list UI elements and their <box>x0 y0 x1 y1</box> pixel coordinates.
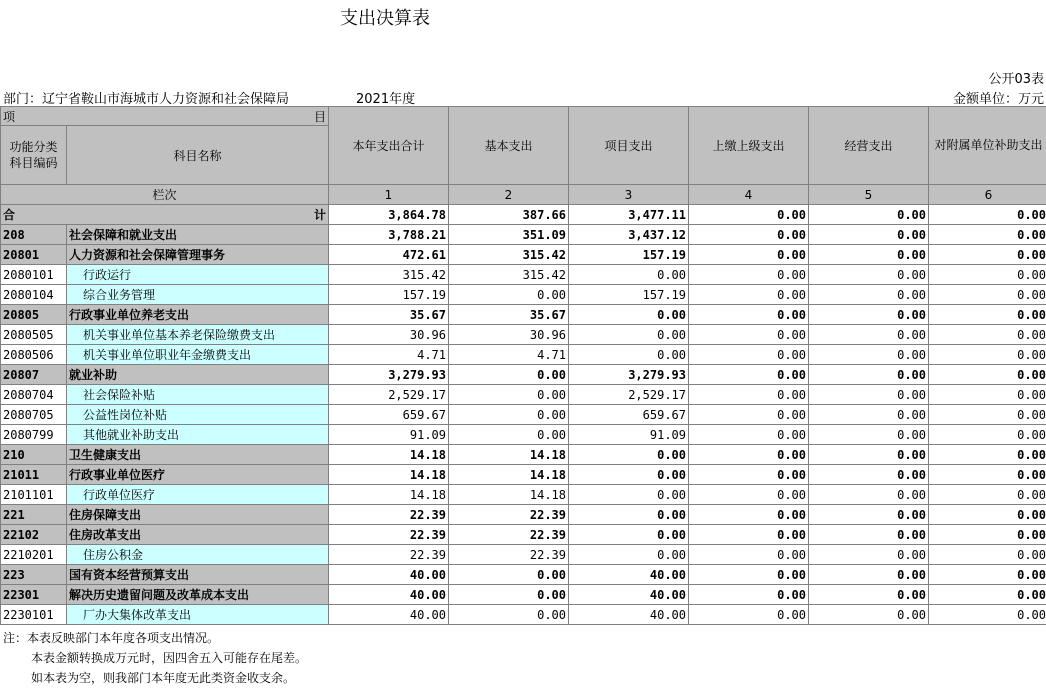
amount-cell[interactable]: 0.00 <box>809 265 929 285</box>
subject-name-cell[interactable]: 社会保险补贴 <box>67 385 329 405</box>
amount-cell[interactable]: 35.67 <box>449 305 569 325</box>
amount-cell[interactable]: 22.39 <box>329 505 449 525</box>
amount-cell[interactable]: 0.00 <box>929 605 1046 625</box>
amount-cell[interactable]: 40.00 <box>569 605 689 625</box>
amount-cell[interactable]: 0.00 <box>689 345 809 365</box>
amount-cell[interactable]: 0.00 <box>689 545 809 565</box>
amount-cell[interactable]: 0.00 <box>569 325 689 345</box>
amount-cell[interactable]: 22.39 <box>449 525 569 545</box>
subject-name-cell[interactable]: 机关事业单位职业年金缴费支出 <box>67 345 329 365</box>
amount-cell[interactable]: 0.00 <box>569 525 689 545</box>
amount-cell[interactable]: 3,788.21 <box>329 225 449 245</box>
subject-name-cell[interactable]: 住房改革支出 <box>67 525 329 545</box>
amount-cell[interactable]: 157.19 <box>569 285 689 305</box>
amount-cell[interactable]: 0.00 <box>449 425 569 445</box>
footnote: 本表金额转换成万元时，因四舍五入可能存在尾差。 <box>3 648 307 668</box>
amount-cell[interactable]: 315.42 <box>449 245 569 265</box>
amount-cell[interactable]: 0.00 <box>689 445 809 465</box>
col-header-2[interactable]: 基本支出 <box>449 107 569 185</box>
amount-cell[interactable]: 0.00 <box>569 345 689 365</box>
amount-cell[interactable]: 0.00 <box>809 465 929 485</box>
amount-cell[interactable]: 14.18 <box>329 465 449 485</box>
table-row <box>1 365 1046 385</box>
amount-cell[interactable]: 40.00 <box>329 585 449 605</box>
amount-cell[interactable]: 2,529.17 <box>329 385 449 405</box>
subject-name-cell[interactable]: 厂办大集体改革支出 <box>67 605 329 625</box>
table-row <box>1 505 1046 525</box>
amount-cell[interactable]: 0.00 <box>809 585 929 605</box>
subject-name-cell[interactable]: 解决历史遗留问题及改革成本支出 <box>67 585 329 605</box>
amount-cell[interactable]: 351.09 <box>449 225 569 245</box>
subject-name-cell[interactable]: 住房公积金 <box>67 545 329 565</box>
table-row <box>1 345 1046 365</box>
amount-cell[interactable]: 0.00 <box>689 325 809 345</box>
amount-cell[interactable]: 35.67 <box>329 305 449 325</box>
amount-cell[interactable]: 0.00 <box>569 305 689 325</box>
year-label: 2021年度 <box>356 88 415 107</box>
amount-cell[interactable]: 0.00 <box>929 505 1046 525</box>
amount-cell[interactable]: 0.00 <box>689 365 809 385</box>
subject-code-cell[interactable]: 208 <box>1 225 67 245</box>
amount-cell[interactable]: 22.39 <box>449 505 569 525</box>
amount-cell[interactable]: 0.00 <box>569 465 689 485</box>
amount-cell[interactable]: 0.00 <box>929 245 1046 265</box>
index-label[interactable]: 栏次 <box>1 185 329 205</box>
total-value[interactable]: 3,864.78 <box>329 205 449 225</box>
subject-name-cell[interactable]: 行政单位医疗 <box>67 485 329 505</box>
total-value[interactable]: 0.00 <box>929 205 1046 225</box>
subject-name-cell[interactable]: 人力资源和社会保障管理事务 <box>67 245 329 265</box>
col-header-5[interactable]: 经营支出 <box>809 107 929 185</box>
subject-code-cell[interactable]: 223 <box>1 565 67 585</box>
subject-name-cell[interactable]: 综合业务管理 <box>67 285 329 305</box>
index-5[interactable]: 5 <box>809 185 929 205</box>
table-row <box>1 565 1046 585</box>
table-row <box>1 545 1046 565</box>
amount-cell[interactable]: 0.00 <box>689 605 809 625</box>
subject-code-cell[interactable]: 2080705 <box>1 405 67 425</box>
amount-cell[interactable]: 3,279.93 <box>329 365 449 385</box>
table-row <box>1 585 1046 605</box>
amount-cell[interactable]: 0.00 <box>929 525 1046 545</box>
col-header-1[interactable]: 本年支出合计 <box>329 107 449 185</box>
amount-cell[interactable]: 0.00 <box>689 285 809 305</box>
amount-cell[interactable]: 0.00 <box>929 285 1046 305</box>
amount-cell[interactable]: 0.00 <box>689 505 809 525</box>
code-header[interactable]: 功能分类 科目编码 <box>1 126 67 185</box>
amount-cell[interactable]: 0.00 <box>809 325 929 345</box>
page-title: 支出决算表 <box>340 4 430 30</box>
amount-cell[interactable]: 4.71 <box>329 345 449 365</box>
subject-code-cell[interactable]: 2080704 <box>1 385 67 405</box>
amount-cell[interactable]: 0.00 <box>929 385 1046 405</box>
amount-cell[interactable]: 0.00 <box>689 565 809 585</box>
table-row <box>1 265 1046 285</box>
amount-cell[interactable]: 0.00 <box>449 585 569 605</box>
amount-cell[interactable]: 0.00 <box>809 505 929 525</box>
amount-cell[interactable]: 0.00 <box>809 565 929 585</box>
expenditure-table <box>0 106 1046 625</box>
subject-code-cell[interactable]: 221 <box>1 505 67 525</box>
item-header-cell[interactable] <box>1 107 329 126</box>
table-row <box>1 425 1046 445</box>
col-header-4[interactable]: 上缴上级支出 <box>689 107 809 185</box>
amount-cell[interactable]: 30.96 <box>329 325 449 345</box>
amount-cell[interactable]: 22.39 <box>329 525 449 545</box>
subject-name-cell[interactable]: 行政事业单位养老支出 <box>67 305 329 325</box>
amount-cell[interactable]: 315.42 <box>329 265 449 285</box>
amount-cell[interactable]: 0.00 <box>449 365 569 385</box>
subject-code-cell[interactable]: 2080505 <box>1 325 67 345</box>
amount-cell[interactable]: 0.00 <box>809 305 929 325</box>
table-row <box>1 245 1046 265</box>
amount-cell[interactable]: 0.00 <box>689 485 809 505</box>
amount-cell[interactable]: 0.00 <box>929 425 1046 445</box>
amount-cell[interactable]: 91.09 <box>569 425 689 445</box>
amount-cell[interactable]: 157.19 <box>569 245 689 265</box>
amount-cell[interactable]: 315.42 <box>449 265 569 285</box>
subject-code-cell[interactable]: 2080799 <box>1 425 67 445</box>
subject-code-cell[interactable]: 2101101 <box>1 485 67 505</box>
amount-cell[interactable]: 0.00 <box>929 325 1046 345</box>
amount-cell[interactable]: 2,529.17 <box>569 385 689 405</box>
subject-code-cell[interactable]: 2080104 <box>1 285 67 305</box>
amount-cell[interactable]: 0.00 <box>929 465 1046 485</box>
total-label-cell[interactable] <box>1 205 329 225</box>
amount-cell[interactable]: 0.00 <box>569 445 689 465</box>
amount-cell[interactable]: 0.00 <box>929 225 1046 245</box>
table-row <box>1 225 1046 245</box>
amount-cell[interactable]: 0.00 <box>689 265 809 285</box>
table-row <box>1 485 1046 505</box>
item-header-label: 项 <box>3 110 15 124</box>
index-3[interactable]: 3 <box>569 185 689 205</box>
amount-cell[interactable]: 0.00 <box>809 545 929 565</box>
subject-name-cell[interactable]: 卫生健康支出 <box>67 445 329 465</box>
table-row <box>1 605 1046 625</box>
amount-cell[interactable]: 0.00 <box>449 385 569 405</box>
subject-name-cell[interactable]: 就业补助 <box>67 365 329 385</box>
amount-cell[interactable]: 3,437.12 <box>569 225 689 245</box>
amount-cell[interactable]: 0.00 <box>929 445 1046 465</box>
amount-cell[interactable]: 0.00 <box>689 465 809 485</box>
amount-cell[interactable]: 0.00 <box>929 265 1046 285</box>
subject-code-cell[interactable]: 20801 <box>1 245 67 265</box>
amount-cell[interactable]: 0.00 <box>929 405 1046 425</box>
index-row <box>1 185 1046 205</box>
amount-cell[interactable]: 14.18 <box>449 465 569 485</box>
amount-cell[interactable]: 40.00 <box>569 585 689 605</box>
amount-cell[interactable]: 659.67 <box>569 405 689 425</box>
subject-name-cell[interactable]: 住房保障支出 <box>67 505 329 525</box>
amount-cell[interactable]: 0.00 <box>689 385 809 405</box>
amount-cell[interactable]: 0.00 <box>929 305 1046 325</box>
subject-name-cell[interactable]: 公益性岗位补贴 <box>67 405 329 425</box>
amount-cell[interactable]: 0.00 <box>809 445 929 465</box>
subject-code-cell[interactable]: 22102 <box>1 525 67 545</box>
amount-cell[interactable]: 0.00 <box>809 425 929 445</box>
unit-label: 金额单位：万元 <box>953 88 1044 107</box>
amount-cell[interactable]: 0.00 <box>809 605 929 625</box>
subject-code-cell[interactable]: 21011 <box>1 465 67 485</box>
total-value[interactable]: 0.00 <box>689 205 809 225</box>
amount-cell[interactable]: 40.00 <box>569 565 689 585</box>
amount-cell[interactable]: 0.00 <box>809 225 929 245</box>
amount-cell[interactable]: 0.00 <box>449 285 569 305</box>
subject-code-cell[interactable]: 2080101 <box>1 265 67 285</box>
subject-name-cell[interactable]: 机关事业单位基本养老保险缴费支出 <box>67 325 329 345</box>
amount-cell[interactable]: 0.00 <box>809 405 929 425</box>
amount-cell[interactable]: 14.18 <box>329 445 449 465</box>
subject-name-cell[interactable]: 其他就业补助支出 <box>67 425 329 445</box>
total-label-left: 合 <box>3 208 15 222</box>
index-2[interactable]: 2 <box>449 185 569 205</box>
subject-code-cell[interactable]: 22301 <box>1 585 67 605</box>
amount-cell[interactable]: 0.00 <box>449 605 569 625</box>
table-row <box>1 525 1046 545</box>
subject-code-cell[interactable]: 20805 <box>1 305 67 325</box>
table-row <box>1 445 1046 465</box>
subject-code-cell[interactable]: 210 <box>1 445 67 465</box>
amount-cell[interactable]: 0.00 <box>929 585 1046 605</box>
amount-cell[interactable]: 0.00 <box>809 385 929 405</box>
amount-cell[interactable]: 0.00 <box>689 405 809 425</box>
amount-cell[interactable]: 0.00 <box>449 405 569 425</box>
amount-cell[interactable]: 0.00 <box>809 345 929 365</box>
amount-cell[interactable]: 0.00 <box>569 265 689 285</box>
subject-code-cell[interactable]: 2080506 <box>1 345 67 365</box>
amount-cell[interactable]: 0.00 <box>689 225 809 245</box>
amount-cell[interactable]: 157.19 <box>329 285 449 305</box>
amount-cell[interactable]: 472.61 <box>329 245 449 265</box>
amount-cell[interactable]: 0.00 <box>689 585 809 605</box>
footnote: 如本表为空，则我部门本年度无此类资金收支余。 <box>3 668 307 688</box>
amount-cell[interactable]: 0.00 <box>929 485 1046 505</box>
amount-cell[interactable]: 0.00 <box>929 365 1046 385</box>
amount-cell[interactable]: 0.00 <box>689 425 809 445</box>
table-row <box>1 385 1046 405</box>
item-header-label-end: 目 <box>314 108 326 125</box>
amount-cell[interactable]: 14.18 <box>329 485 449 505</box>
amount-cell[interactable]: 4.71 <box>449 345 569 365</box>
subject-name-cell[interactable]: 社会保障和就业支出 <box>67 225 329 245</box>
total-row <box>1 205 1046 225</box>
amount-cell[interactable]: 0.00 <box>809 485 929 505</box>
form-number: 公开03表 <box>988 68 1044 87</box>
subject-code-cell[interactable]: 2210201 <box>1 545 67 565</box>
amount-cell[interactable]: 0.00 <box>929 545 1046 565</box>
amount-cell[interactable]: 0.00 <box>929 565 1046 585</box>
amount-cell[interactable]: 0.00 <box>809 525 929 545</box>
table-row <box>1 285 1046 305</box>
amount-cell[interactable]: 0.00 <box>569 545 689 565</box>
index-6[interactable]: 6 <box>929 185 1046 205</box>
amount-cell[interactable]: 0.00 <box>929 345 1046 365</box>
name-header[interactable]: 科目名称 <box>67 126 329 185</box>
amount-cell[interactable]: 22.39 <box>449 545 569 565</box>
table-row <box>1 305 1046 325</box>
subject-name-cell[interactable]: 行政运行 <box>67 265 329 285</box>
amount-cell[interactable]: 0.00 <box>569 485 689 505</box>
header-row-item <box>1 107 1046 126</box>
index-1[interactable]: 1 <box>329 185 449 205</box>
total-label-right: 计 <box>314 206 326 223</box>
amount-cell[interactable]: 0.00 <box>689 245 809 265</box>
table-row <box>1 465 1046 485</box>
amount-cell[interactable]: 0.00 <box>569 505 689 525</box>
amount-cell[interactable]: 0.00 <box>809 285 929 305</box>
amount-cell[interactable]: 91.09 <box>329 425 449 445</box>
amount-cell[interactable]: 0.00 <box>809 365 929 385</box>
amount-cell[interactable]: 0.00 <box>689 525 809 545</box>
amount-cell[interactable]: 0.00 <box>809 245 929 265</box>
subject-code-cell[interactable]: 2230101 <box>1 605 67 625</box>
footnote: 注：本表反映部门本年度各项支出情况。 <box>3 628 307 648</box>
total-value[interactable]: 3,477.11 <box>569 205 689 225</box>
amount-cell[interactable]: 0.00 <box>449 565 569 585</box>
department-label: 部门：辽宁省鞍山市海城市人力资源和社会保障局 <box>3 88 329 107</box>
subject-name-cell[interactable]: 行政事业单位医疗 <box>67 465 329 485</box>
col-header-6[interactable]: 对附属单位补助支出 <box>929 107 1046 185</box>
amount-cell[interactable]: 22.39 <box>329 545 449 565</box>
subject-code-cell[interactable]: 20807 <box>1 365 67 385</box>
total-value[interactable]: 387.66 <box>449 205 569 225</box>
table-row <box>1 405 1046 425</box>
col-header-3[interactable]: 项目支出 <box>569 107 689 185</box>
index-4[interactable]: 4 <box>689 185 809 205</box>
amount-cell[interactable]: 3,279.93 <box>569 365 689 385</box>
total-value[interactable]: 0.00 <box>809 205 929 225</box>
amount-cell[interactable]: 40.00 <box>329 565 449 585</box>
table-row <box>1 325 1046 345</box>
subject-name-cell[interactable]: 国有资本经营预算支出 <box>67 565 329 585</box>
amount-cell[interactable]: 659.67 <box>329 405 449 425</box>
amount-cell[interactable]: 30.96 <box>449 325 569 345</box>
amount-cell[interactable]: 14.18 <box>449 485 569 505</box>
footnotes <box>3 628 307 688</box>
amount-cell[interactable]: 40.00 <box>329 605 449 625</box>
amount-cell[interactable]: 0.00 <box>689 305 809 325</box>
amount-cell[interactable]: 14.18 <box>449 445 569 465</box>
